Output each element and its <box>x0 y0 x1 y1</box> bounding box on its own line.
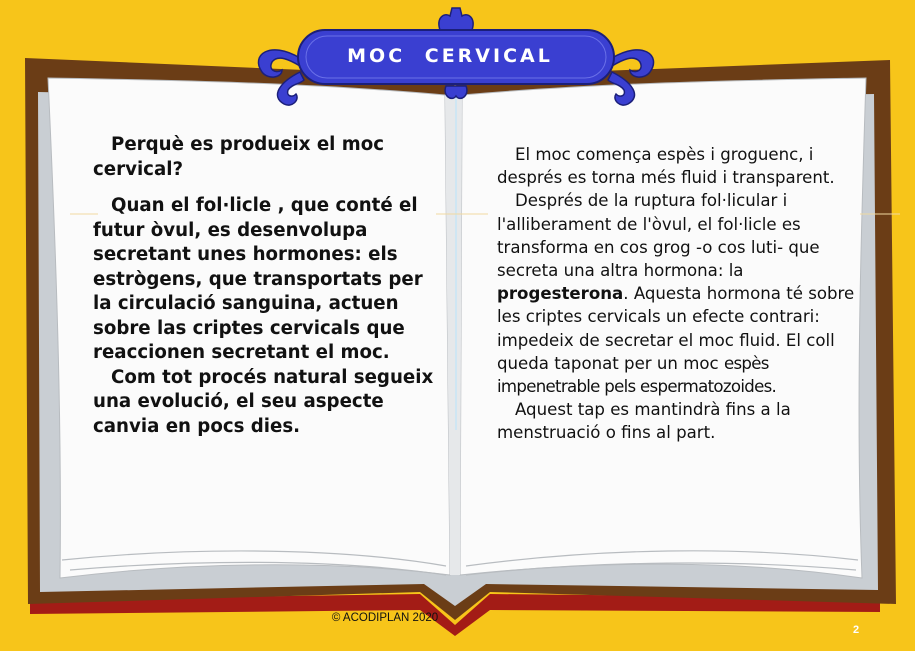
left-page-text <box>93 133 438 439</box>
banner-crest <box>439 8 473 30</box>
page-title: MOC CERVICAL <box>347 45 553 67</box>
right-page-text <box>497 143 862 445</box>
right-paragraph-2-end: espès impenetrable pels espermatozoides. <box>497 353 777 397</box>
right-paragraph-3: Aquest tap es mantindrà fins a la menstruació o fins al part. <box>497 400 791 443</box>
progesterona-term: progesterona <box>497 284 624 304</box>
right-paragraph-1: El moc comença espès i groguenc, i després es torna més fluid i transparent. <box>497 145 835 188</box>
page-number: 2 <box>852 624 860 636</box>
copyright-text: © ACODIPLAN 2020 <box>331 612 439 624</box>
left-paragraph-2: Com tot procés natural segueix una evolució, el seu aspecte canvia en pocs dies. <box>93 366 434 437</box>
right-paragraph-2-continued: . Aquesta hormona té sobre les criptes cervicals un efecte contrari: impedeix de secretar el moc fluid. El coll queda taponat per un moc <box>497 284 855 373</box>
left-heading: Perquè es produeix el moc cervical? <box>93 134 384 180</box>
banner-crest-tail <box>445 86 467 98</box>
right-paragraph-2 <box>497 189 862 398</box>
left-paragraph-1: Quan el fol·licle , que conté el futur òvul, es desenvolupa secretant unes hormones: els estrògens, que transportats per la circulació sanguina, actuen sobre las criptes cervicals que reaccionen secretant el moc. <box>93 195 423 363</box>
right-paragraph-2-text: Després de la ruptura fol·licular i l'alliberament de l'òvul, el fol·licle es transforma en cos grog -o cos luti- que secreta una altra hormona: la <box>497 191 820 281</box>
